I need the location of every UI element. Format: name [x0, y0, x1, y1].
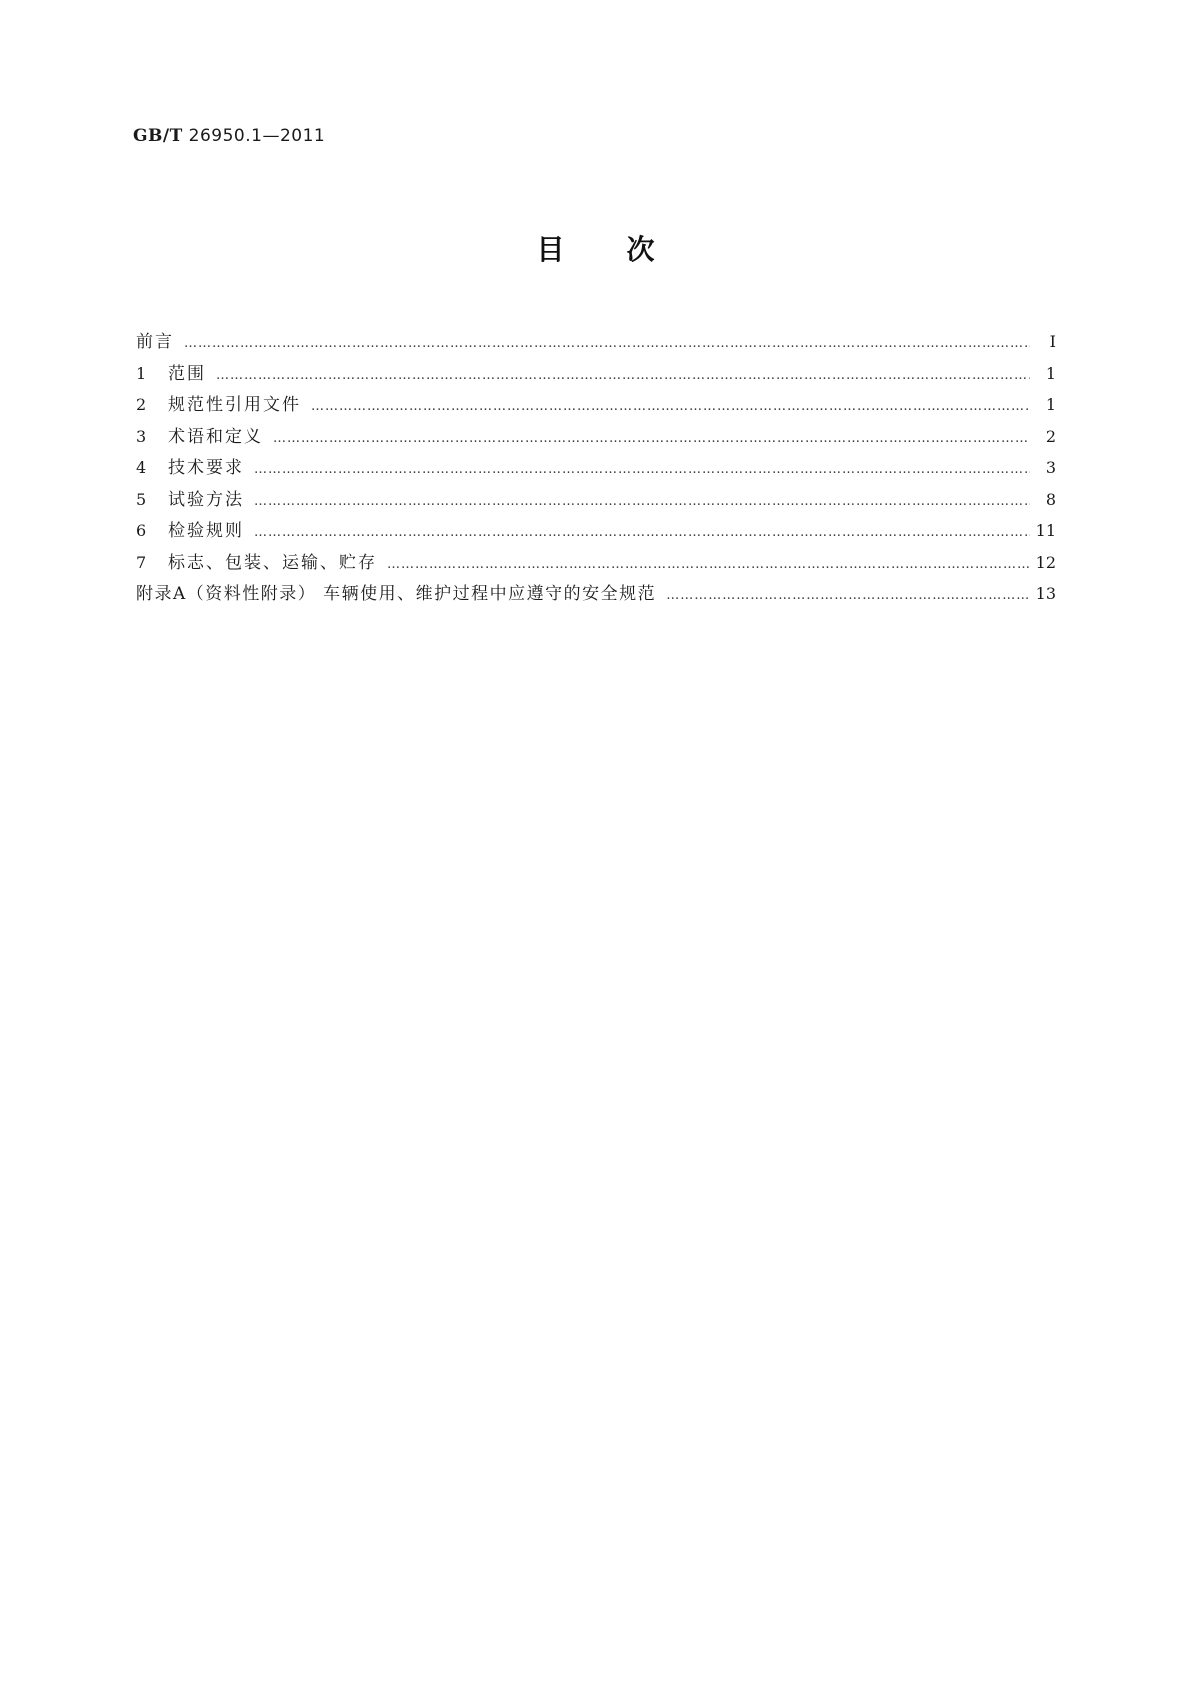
- toc-leader-dots: [184, 328, 1030, 360]
- toc-entry-page: 2: [1045, 426, 1056, 446]
- table-of-contents: [136, 326, 1056, 610]
- toc-entry-label: 规范性引用文件: [168, 395, 301, 415]
- toc-leader-dots: [216, 360, 1030, 392]
- toc-entry-technical-requirements[interactable]: [136, 452, 1056, 484]
- toc-title: 目次: [536, 233, 717, 266]
- toc-entry-number: 2: [136, 395, 147, 414]
- toc-entry-page: 12: [1035, 552, 1056, 572]
- toc-entry-page: 1: [1045, 395, 1056, 414]
- toc-entry-label: 术语和定义: [168, 426, 263, 447]
- toc-entry-number: 1: [136, 363, 147, 383]
- toc-leader-dots: [254, 517, 1030, 549]
- document-header: [133, 126, 325, 146]
- toc-entry-test-methods[interactable]: [136, 484, 1056, 516]
- toc-entry-number: 5: [136, 489, 147, 509]
- toc-entry-label: 附录A（资料性附录） 车辆使用、维护过程中应遵守的安全规范: [136, 584, 657, 604]
- toc-entry-number: 4: [136, 458, 147, 477]
- toc-entry-scope[interactable]: [136, 358, 1056, 390]
- toc-entry-page: 11: [1035, 521, 1056, 540]
- toc-entry-label: 前言: [136, 332, 174, 352]
- toc-entry-label: 标志、包装、运输、贮存: [168, 552, 377, 573]
- toc-leader-dots: [666, 580, 1029, 612]
- standard-number: 26950.1—2011: [188, 126, 326, 146]
- toc-entry-label: 范围: [168, 363, 206, 384]
- toc-entry-page: Ⅰ: [1049, 332, 1056, 351]
- toc-entry-terms-definitions[interactable]: [136, 421, 1056, 453]
- toc-entry-page: 1: [1045, 363, 1056, 383]
- toc-entry-label: 检验规则: [168, 521, 244, 541]
- toc-entry-appendix-a[interactable]: [136, 578, 1056, 610]
- toc-entry-marking-packaging[interactable]: [136, 547, 1056, 579]
- toc-entry-normative-references[interactable]: [136, 389, 1056, 421]
- toc-entry-number: 3: [136, 426, 147, 446]
- toc-entry-label: 技术要求: [168, 458, 244, 478]
- standard-prefix: GB/T: [133, 126, 183, 146]
- toc-entry-page: 3: [1045, 458, 1056, 477]
- toc-leader-dots: [254, 454, 1030, 486]
- toc-entry-page: 13: [1035, 584, 1056, 603]
- toc-entry-number: 7: [136, 552, 147, 572]
- toc-leader-dots: [273, 423, 1030, 455]
- toc-leader-dots: [387, 549, 1030, 581]
- toc-leader-dots: [254, 486, 1030, 518]
- toc-entry-foreword[interactable]: [136, 326, 1056, 358]
- toc-entry-number: 6: [136, 521, 147, 540]
- toc-entry-inspection-rules[interactable]: [136, 515, 1056, 547]
- toc-entry-page: 8: [1045, 489, 1056, 509]
- toc-entry-label: 试验方法: [168, 489, 244, 510]
- toc-leader-dots: [311, 391, 1030, 423]
